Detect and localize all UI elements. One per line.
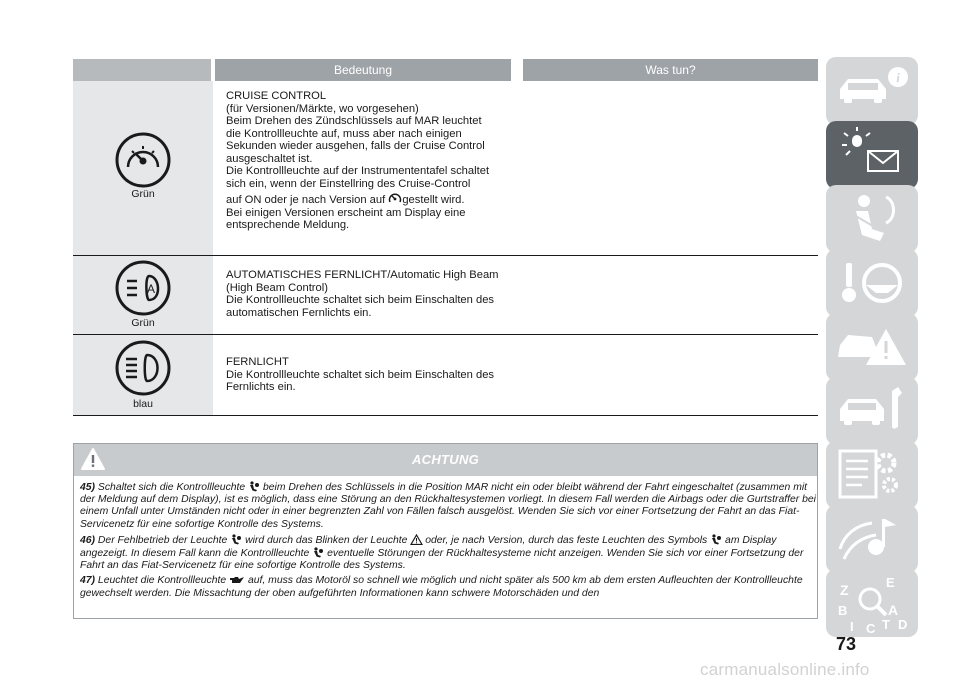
high-beam-icon xyxy=(114,339,172,402)
note-text: am Display angezeigt. In diesem Fall kann die Kontrollleuchte xyxy=(80,534,777,560)
color-label: blau xyxy=(133,398,153,410)
sidebar-item-index[interactable] xyxy=(826,569,918,637)
note-text: Leuchtet die Kontrollleuchte xyxy=(97,575,227,587)
text-line: Bei einigen Versionen erscheint am Display eine xyxy=(226,206,466,219)
sidebar-item-safety[interactable] xyxy=(826,185,918,253)
note-number: 46) xyxy=(80,534,96,546)
seat-airbag-icon xyxy=(826,185,918,253)
warning-note xyxy=(80,481,816,531)
text-fragment: auf ON oder je nach Version auf xyxy=(226,194,386,206)
svg-text:C: C xyxy=(866,621,876,636)
warning-lights-message-icon xyxy=(826,121,918,189)
auto-high-beam-icon xyxy=(114,259,172,322)
key-steering-wheel-icon xyxy=(826,249,918,317)
color-label: Grün xyxy=(131,188,155,200)
car-info-icon xyxy=(826,57,918,125)
text-line: automatischen Fernlichts ein. xyxy=(226,306,372,319)
note-number: 45) xyxy=(80,482,96,493)
note-text: eventuelle Störungen der Rückhaltesysteme nicht anzeigen. Wenden Sie sich vor einer Fortsetzung der Fahrt an das Fiat-Servicenetz für eine sofortige Kontrolle des Systems. xyxy=(80,548,804,572)
airbag-warning-icon xyxy=(710,534,722,545)
airbag-warning-icon xyxy=(230,534,242,545)
svg-text:I: I xyxy=(850,619,854,634)
note-text: beim Drehen des Schlüssels in die Position MAR nicht ein oder bleibt während der Fahrt eingeschaltet (zusammen mit der Meldung auf dem Display), ist es möglich, dass eine Störung an den Rückhaltesystemen vorliegt. In diesem Fall werden die Airbags oder die Gurtstraffer bei einem Unfall unter Umständen nicht oder in einer begrenzten Zahl von Fällen falsch ausgelöst. Wenden Sie sich vor einer Fortsetzung der Fahrt an das Fiat-Servicenetz für eine sofortige Kontrolle des Systems. xyxy=(80,482,816,530)
car-warning-triangle-icon xyxy=(826,313,918,381)
page-number: 73 xyxy=(836,634,857,654)
text-line: Die Kontrollleuchte schaltet sich beim Einschalten des xyxy=(226,294,495,306)
text-fragment: gestellt wird. xyxy=(402,194,465,206)
svg-text:A: A xyxy=(146,282,156,296)
sidebar-item-maintenance[interactable] xyxy=(826,377,918,445)
sidebar-item-warning-lights[interactable] xyxy=(826,121,918,189)
multimedia-music-icon xyxy=(826,505,918,573)
warning-note xyxy=(80,534,816,573)
text-line: (für Versionen/Märkte, wo vorgesehen) xyxy=(226,102,419,115)
text-line xyxy=(226,192,516,207)
svg-text:B: B xyxy=(838,603,848,618)
warning-body xyxy=(80,481,816,603)
text-line: Die Kontrollleuchte auf der Instrumententafel schaltet xyxy=(226,165,490,177)
text-line: Sekunden wieder ausgehen, falls der Cruise Control xyxy=(226,140,485,152)
svg-text:D: D xyxy=(898,617,908,632)
text-line: FERNLICHT xyxy=(226,356,289,368)
general-warning-icon xyxy=(410,534,422,545)
svg-text:T: T xyxy=(882,617,890,632)
text-line: entsprechende Meldung. xyxy=(226,219,350,231)
row-text-cruise-control xyxy=(226,90,516,232)
text-line: Fernlichts ein. xyxy=(226,381,296,393)
text-line: AUTOMATISCHES FERNLICHT/Automatic High Beam xyxy=(226,269,499,281)
warning-note xyxy=(80,575,816,599)
row-text-high-beam xyxy=(226,356,516,394)
svg-text:E: E xyxy=(886,575,895,590)
cruise-control-small-icon xyxy=(388,194,402,206)
cruise-control-icon xyxy=(114,131,172,194)
sidebar-item-technical-data[interactable] xyxy=(826,441,918,509)
sidebar-item-multimedia[interactable] xyxy=(826,505,918,573)
airbag-warning-icon xyxy=(312,547,324,558)
text-line: die Kontrollleuchte auf, muss aber nach einigen xyxy=(226,127,462,140)
note-text: auf, muss das Motoröl so schnell wie möglich und nicht später als 500 km ab dem ersten Aufleuchten der Kontrollleuchte gewechselt werden. Die Missachtung der oben aufgeführten Informationen kann schwere Motorschäden und den xyxy=(80,575,803,599)
svg-text:Z: Z xyxy=(840,582,849,598)
alphabetical-index-icon xyxy=(826,569,918,637)
note-text: wird durch das Blinken der Leuchte xyxy=(245,534,408,546)
svg-text:i: i xyxy=(896,70,900,85)
text-line: (High Beam Control) xyxy=(226,281,328,294)
car-wrench-icon xyxy=(826,377,918,445)
note-number: 47) xyxy=(80,575,96,587)
text-line: Beim Drehen des Zündschlüssels auf MAR leuchtet xyxy=(226,115,482,127)
table-header-action: Was tun? xyxy=(523,59,818,81)
table-header-meaning: Bedeutung xyxy=(215,59,511,81)
text-line: sich ein, wenn der Einstellring des Cruise-Control xyxy=(226,177,471,190)
note-text: oder, je nach Version, durch das feste Leuchten des Symbols xyxy=(425,534,708,546)
row-divider xyxy=(73,415,818,416)
note-text: Schaltet sich die Kontrollleuchte xyxy=(97,482,246,493)
svg-text:A: A xyxy=(888,602,899,618)
technical-data-gear-icon xyxy=(826,441,918,509)
sidebar-item-starting-driving[interactable] xyxy=(826,249,918,317)
sidebar-item-emergency[interactable] xyxy=(826,313,918,381)
warning-title: ACHTUNG xyxy=(411,452,480,467)
watermark: carmanualsonline.info xyxy=(700,660,870,679)
row-text-auto-high-beam xyxy=(226,269,516,319)
note-text: Der Fehlbetrieb der Leuchte xyxy=(97,534,228,546)
text-line: CRUISE CONTROL xyxy=(226,90,327,102)
color-label: Grün xyxy=(131,317,155,329)
text-line: Die Kontrollleuchte schaltet sich beim Einschalten des xyxy=(226,368,495,381)
text-line: ausgeschaltet ist. xyxy=(226,152,313,165)
table-header-blank xyxy=(73,59,211,81)
airbag-warning-icon xyxy=(248,481,260,492)
oil-can-icon xyxy=(229,575,245,586)
sidebar-item-car-info[interactable] xyxy=(826,57,918,125)
